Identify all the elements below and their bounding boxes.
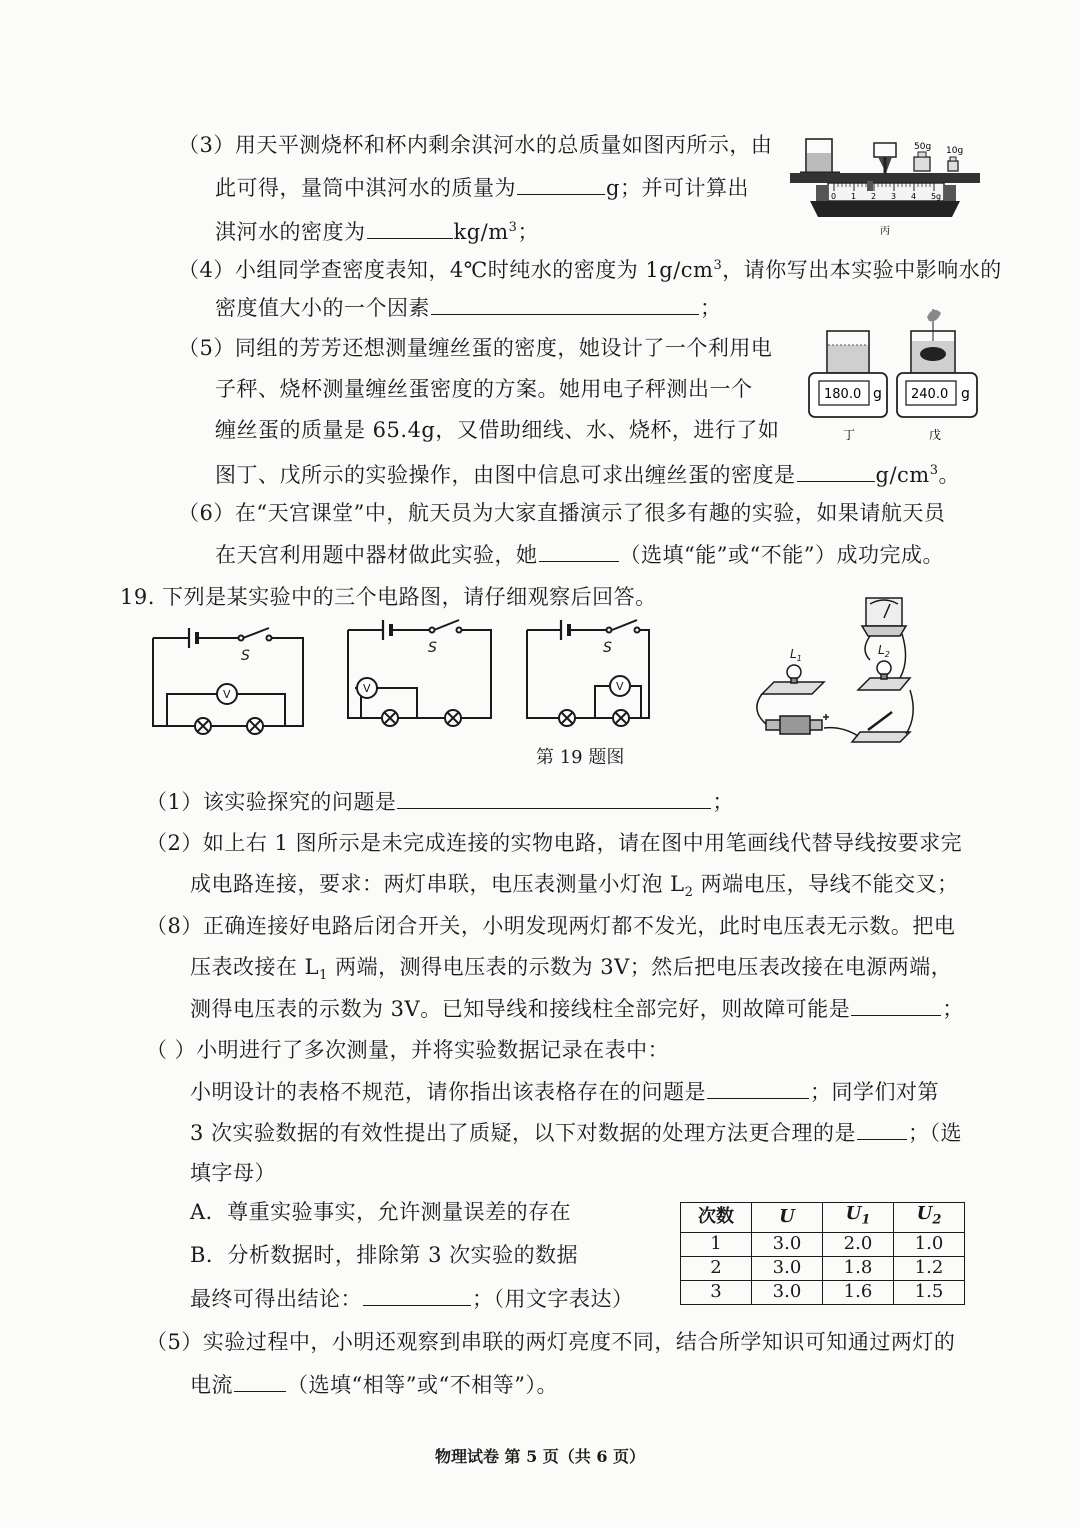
table-cell: 3 xyxy=(681,1280,752,1304)
table-cell: 1.8 xyxy=(823,1256,894,1280)
q18-factor-blank[interactable] xyxy=(431,292,699,315)
q19-table-issue-blank[interactable] xyxy=(707,1076,809,1099)
q19-p3-line2 xyxy=(190,952,952,991)
scale-wu-unit: g xyxy=(961,386,970,402)
q18-p3-line1: （3）用天平测烧杯和杯内剩余淇河水的总质量如图丙所示，由 xyxy=(178,133,773,157)
q18-p5-line3: 缠丝蛋的质量是 65.4g，又借助细线、水、烧杯，进行了如 xyxy=(215,418,780,442)
q19-method-blank[interactable] xyxy=(857,1117,907,1140)
balance-figure xyxy=(790,133,980,238)
weight-50g-icon xyxy=(914,142,931,171)
table-header-u2: $U_2$ xyxy=(894,1203,965,1233)
table-header-row xyxy=(681,1203,965,1233)
switch-icon xyxy=(852,712,910,742)
q18-p4-text: （4）小组同学查密度表知，4℃时纯水的密度为 1g/cm xyxy=(178,258,714,282)
q19-p2-line2 xyxy=(190,869,959,908)
voltmeter-icon xyxy=(862,598,906,636)
table-header-u1: $U_1$ xyxy=(823,1203,894,1233)
q19-p4-text3: 3 次实验数据的有效性提出了质疑，以下对数据的处理方法更合理的是 xyxy=(190,1121,857,1145)
circuit-1 xyxy=(153,628,303,734)
q19-option-a: A．尊重实验事实，允许测量误差的存在 xyxy=(190,1200,572,1224)
circuit-2-voltmeter-label: V xyxy=(363,682,371,695)
page-footer: 物理试卷 第 5 页（共 6 页） xyxy=(434,1447,646,1466)
electronic-scale-figures xyxy=(805,305,985,447)
q19-p5-line2 xyxy=(190,1369,558,1400)
q18-p3-line3 xyxy=(215,213,539,247)
q19-conclusion-blank[interactable] xyxy=(363,1283,471,1306)
q18-p5-unit-sup: 3 xyxy=(929,463,939,478)
q19-p1-end: ； xyxy=(712,790,734,814)
q19-p2-sub: 2 xyxy=(684,885,694,901)
q18-p4-text3: 密度值大小的一个因素 xyxy=(215,296,430,320)
scale-tick-label: 2 xyxy=(871,192,877,201)
lamp-l2-label: $L_2$ xyxy=(878,643,890,659)
table-row xyxy=(681,1280,965,1304)
q19-p3-line1: （8）正确连接好电路后闭合开关，小明发现两灯都不发光，此时电压表无示数。把电 xyxy=(146,914,956,938)
q19-p1-text: （1）该实验探究的问题是 xyxy=(146,790,397,814)
q19-p5-end: （选填“相等”或“不相等”）。 xyxy=(287,1373,558,1397)
q19-option-b: B．分析数据时，排除第 3 次实验的数据 xyxy=(190,1243,579,1267)
table-cell: 1.5 xyxy=(894,1280,965,1304)
q18-p5-line1: （5）同组的芳芳还想测量缠丝蛋的密度，她设计了一个利用电 xyxy=(178,336,773,360)
table-cell: 3.0 xyxy=(752,1280,823,1304)
q19-p2-text: 成电路连接，要求：两灯串联，电压表测量小灯泡 L xyxy=(190,872,685,896)
table-cell: 3.0 xyxy=(752,1232,823,1256)
q19-p3-line3 xyxy=(190,993,964,1024)
q19-p2-text2: 两端电压，导线不能交叉； xyxy=(693,872,959,896)
q18-p5-line2: 子秤、烧杯测量缠丝蛋密度的方案。她用电子秤测出一个 xyxy=(215,377,753,401)
circuit-2-switch-label: S xyxy=(428,640,437,656)
figure-label-bing: 丙 xyxy=(880,226,890,237)
lamp-l1-label: $L_1$ xyxy=(790,647,802,663)
q19-fault-blank[interactable] xyxy=(851,993,941,1016)
scale-tick-label: 0 xyxy=(831,192,837,201)
q19-p3-sub: 1 xyxy=(319,968,328,984)
q19-p3-text3: 测得电压表的示数为 3V。已知导线和接线柱全部完好，则故障可能是 xyxy=(190,997,851,1021)
q19-current-blank[interactable] xyxy=(234,1369,286,1392)
scale-tick-label: 3 xyxy=(891,192,897,201)
q18-p5-line4 xyxy=(215,456,960,490)
scale-ding xyxy=(809,331,887,442)
table-row xyxy=(681,1256,965,1280)
figure-label-wu: 戊 xyxy=(929,428,942,442)
table-cell: 1 xyxy=(681,1232,752,1256)
q19-title: 19. 下列是某实验中的三个电路图，请仔细观察后回答。 xyxy=(120,585,657,609)
q18-p3-line2 xyxy=(215,172,749,203)
q18-p6-end: （选填“能”或“不能”）成功完成。 xyxy=(619,543,944,567)
q18-tiangong-blank[interactable] xyxy=(539,539,619,562)
q19-p3-text: 压表改接在 L xyxy=(190,955,320,979)
q19-p2-line1: （2）如上右 1 图所示是未完成连接的实物电路，请在图中用笔画线代替导线按要求完 xyxy=(146,831,963,855)
table-header-u: U xyxy=(752,1203,823,1233)
q18-p4-line2 xyxy=(215,292,722,323)
circuit-3-voltmeter-label: V xyxy=(616,680,624,693)
circuit-3 xyxy=(527,620,649,726)
table-cell: 1.6 xyxy=(823,1280,894,1304)
q18-p5-unit: g/cm xyxy=(875,463,930,487)
q18-p5-text: 图丁、戊所示的实验操作，由图中信息可求出缠丝蛋的密度是 xyxy=(215,463,796,487)
scale-tick-label: 4 xyxy=(911,192,917,201)
q18-p3-text3: 淇河水的密度为 xyxy=(215,220,366,244)
q19-conclusion-line xyxy=(190,1283,634,1314)
q19-p5-line1: （5）实验过程中，小明还观察到串联的两灯亮度不同，结合所学知识可知通过两灯的 xyxy=(146,1330,956,1354)
q19-conclusion-end: ；（用文字表达） xyxy=(472,1287,634,1311)
table-header-count: 次数 xyxy=(681,1203,752,1233)
q18-p3-text2: g；并可计算出 xyxy=(606,176,749,200)
table-cell: 3.0 xyxy=(752,1256,823,1280)
q18-p5-end: 。 xyxy=(938,463,960,487)
q19-figure-caption: 第 19 题图 xyxy=(536,747,625,768)
circuit-1-switch-label: S xyxy=(241,648,250,664)
q18-p3-end: ； xyxy=(517,220,539,244)
scale-ding-reading: 180.0 xyxy=(824,387,862,402)
figure-label-ding: 丁 xyxy=(843,428,856,442)
table-cell: 2 xyxy=(681,1256,752,1280)
scale-tick-label: 1 xyxy=(851,192,857,201)
lamp-l2-icon xyxy=(858,661,910,690)
q18-p4-line1 xyxy=(178,251,1002,285)
q19-p4-line4: 填字母） xyxy=(190,1161,276,1185)
circuit-2 xyxy=(348,620,491,726)
scale-wu-reading: 240.0 xyxy=(911,387,949,402)
q18-p6-line1: （6）在“天宫课堂”中，航天员为大家直播演示了很多有趣的实验，如果请航天员 xyxy=(178,501,946,525)
q18-p4-sup: 3 xyxy=(713,258,723,273)
q18-p6-line2 xyxy=(215,539,944,570)
q18-p3-unit: kg/m xyxy=(453,220,509,244)
weight-10g-icon xyxy=(946,146,963,171)
q18-p3-text: 此可得，量筒中淇河水的质量为 xyxy=(215,176,516,200)
q18-egg-density-blank[interactable] xyxy=(797,459,875,482)
scale-wu xyxy=(897,309,977,442)
q19-p4-text4: ；（选 xyxy=(908,1121,963,1145)
table-cell: 2.0 xyxy=(823,1232,894,1256)
q19-p3-text2: 两端，测得电压表的示数为 3V；然后把电压表改接在电源两端， xyxy=(327,955,953,979)
q18-p3-unit-sup: 3 xyxy=(508,220,518,235)
weight-10g-label: 10g xyxy=(946,146,964,156)
q19-data-table xyxy=(680,1202,965,1305)
q18-water-mass-blank[interactable] xyxy=(517,172,605,195)
table-cell: 1.0 xyxy=(894,1232,965,1256)
q19-p3-end: ； xyxy=(942,997,964,1021)
scale-unit-label: g xyxy=(936,192,942,201)
beaker-icon xyxy=(800,139,840,173)
circuit-1-voltmeter-label: V xyxy=(223,688,231,701)
q18-p4-end: ； xyxy=(700,296,722,320)
weight-50g-label: 50g xyxy=(914,142,932,152)
circuit-diagrams xyxy=(145,618,665,736)
q19-p4-line1: （ ）小明进行了多次测量，并将实验数据记录在表中： xyxy=(146,1038,670,1062)
scale-tick-label: 5 xyxy=(931,192,937,201)
q19-p4-text: 小明设计的表格不规范，请你指出该表格存在的问题是 xyxy=(190,1080,706,1104)
q19-conclusion-text: 最终可得出结论： xyxy=(190,1287,362,1311)
q18-p4-text2: ，请你写出本实验中影响水的 xyxy=(722,258,1002,282)
physical-circuit-figure xyxy=(750,590,920,750)
table-row xyxy=(681,1232,965,1256)
battery-icon xyxy=(766,714,829,734)
table-cell: 1.2 xyxy=(894,1256,965,1280)
q19-p4-line3 xyxy=(190,1117,962,1148)
q19-p4-line2 xyxy=(190,1076,939,1107)
scale-rider xyxy=(867,181,873,191)
q19-question-blank[interactable] xyxy=(397,786,711,809)
q19-p4-text2: ；同学们对第 xyxy=(810,1080,939,1104)
q19-p1-line xyxy=(146,786,734,817)
scale-ding-unit: g xyxy=(873,386,882,402)
q18-water-density-blank[interactable] xyxy=(367,216,453,239)
lamp-l1-icon xyxy=(762,665,824,694)
q18-p6-text: 在天宫利用题中器材做此实验，她 xyxy=(215,543,538,567)
circuit-3-switch-label: S xyxy=(603,640,612,656)
q19-p5-text: 电流 xyxy=(190,1373,233,1397)
